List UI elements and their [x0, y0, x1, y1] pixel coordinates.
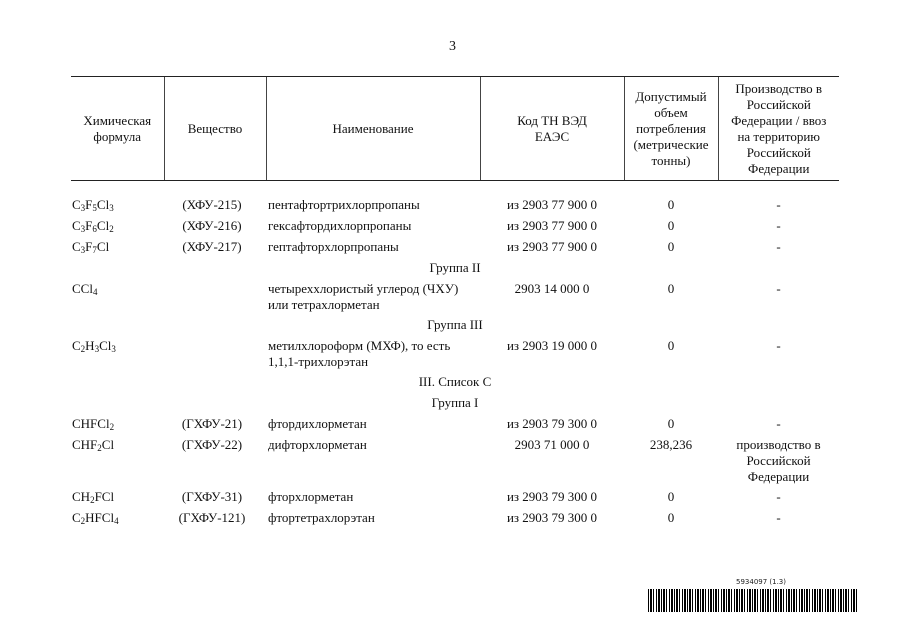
- formula-element: Cl: [96, 239, 110, 254]
- header-name: Наименование: [266, 77, 480, 181]
- header-substance: Вещество: [164, 77, 266, 181]
- header-production: Производство в Российской Федерации / ввоз на территорию Российской Федерации: [718, 77, 839, 181]
- production-status: производство в Российской Федерации: [736, 437, 821, 484]
- tn-ved-code: 2903 14 000 0: [514, 281, 590, 296]
- formula-element: F: [85, 239, 93, 254]
- substance-name: гептафторхлорпропаны: [268, 239, 399, 254]
- substance-code: (ГХФУ-22): [181, 437, 243, 452]
- consumption-volume: 0: [667, 510, 675, 525]
- tn-ved-code: из 2903 79 300 0: [506, 416, 598, 431]
- chemical-formula: [71, 508, 164, 529]
- formula-element: Cl: [101, 437, 115, 452]
- production-status: -: [776, 197, 781, 212]
- formula-element: HFCl: [85, 510, 115, 525]
- substance-name: фтордихлорметан: [268, 416, 367, 431]
- production-status: -: [776, 416, 781, 431]
- formula-element: CH: [72, 489, 91, 504]
- barcode-number: 5934097 (1.3): [736, 578, 786, 586]
- tn-ved-code: из 2903 77 900 0: [506, 197, 598, 212]
- formula-subscript: 3: [80, 224, 86, 234]
- table-body: [71, 181, 839, 530]
- production-status: -: [776, 338, 781, 353]
- formula-subscript: 5: [92, 203, 97, 213]
- table-row: [71, 237, 839, 258]
- formula-subscript: 6: [92, 224, 97, 234]
- chemical-formula: [71, 336, 164, 372]
- table-row: [71, 195, 839, 216]
- chemical-formula: [71, 216, 164, 237]
- formula-element: F: [85, 218, 93, 233]
- consumption-volume: 0: [667, 489, 675, 504]
- table-header-row: [71, 77, 839, 181]
- formula-element: CHF: [72, 437, 98, 452]
- tn-ved-code: из 2903 79 300 0: [506, 510, 598, 525]
- production-status: -: [776, 510, 781, 525]
- table-row: [71, 216, 839, 237]
- formula-element: CHFCl: [72, 416, 110, 431]
- production-status: -: [776, 281, 781, 296]
- group-heading: Группа II: [429, 260, 481, 275]
- group-heading: Группа I: [431, 395, 479, 410]
- substance-name: фтортетрахлорэтан: [268, 510, 375, 525]
- consumption-volume: 0: [667, 197, 675, 212]
- group-heading-row: [71, 393, 839, 414]
- table-row: [71, 508, 839, 529]
- formula-element: C: [72, 510, 81, 525]
- consumption-volume: 0: [667, 338, 675, 353]
- substance-code: (ГХФУ-121): [178, 510, 246, 525]
- group-heading: III. Список С: [418, 374, 492, 389]
- consumption-volume: 0: [667, 239, 675, 254]
- chemical-formula: [71, 414, 164, 435]
- formula-element: C: [72, 218, 81, 233]
- tn-ved-code: из 2903 79 300 0: [506, 489, 598, 504]
- formula-subscript: 2: [90, 495, 95, 505]
- formula-subscript: 2: [109, 422, 115, 432]
- formula-subscript: 2: [80, 344, 86, 354]
- production-status: -: [776, 489, 781, 504]
- table-row: [71, 414, 839, 435]
- substance-code: (ХФУ-217): [182, 239, 242, 254]
- substances-table: [71, 76, 839, 529]
- formula-subscript: 3: [109, 203, 114, 213]
- formula-subscript: 7: [92, 245, 97, 255]
- table-row: [71, 435, 839, 487]
- tn-ved-code: из 2903 77 900 0: [506, 239, 598, 254]
- substance-name: метилхлороформ (МХФ), то есть 1,1,1-трихлорэтан: [268, 338, 451, 369]
- formula-subscript: 3: [111, 344, 116, 354]
- formula-element: H: [85, 338, 95, 353]
- header-volume: Допустимый объем потребления (метрические тонны): [624, 77, 718, 181]
- chemical-formula: [71, 195, 164, 216]
- chemical-formula: [71, 487, 164, 508]
- group-heading-row: [71, 372, 839, 393]
- table-row: [71, 487, 839, 508]
- formula-subscript: 3: [80, 203, 86, 213]
- group-heading: Группа III: [427, 317, 483, 332]
- formula-subscript: 4: [92, 287, 98, 297]
- formula-subscript: 2: [80, 516, 86, 526]
- group-heading-row: [71, 258, 839, 279]
- formula-element: C: [72, 239, 81, 254]
- formula-element: F: [85, 197, 93, 212]
- substance-code: [164, 279, 266, 315]
- production-status: -: [776, 218, 781, 233]
- formula-element: Cl: [99, 338, 112, 353]
- substance-name: пентафтортрихлорпропаны: [268, 197, 420, 212]
- page-number: 3: [449, 39, 456, 54]
- header-code: Код ТН ВЭД ЕАЭС: [480, 77, 624, 181]
- group-heading-row: [71, 315, 839, 336]
- consumption-volume: 0: [667, 416, 675, 431]
- tn-ved-code: 2903 71 000 0: [514, 437, 590, 452]
- substance-name: фторхлорметан: [268, 489, 354, 504]
- substance-name: гексафтордихлорпропаны: [268, 218, 412, 233]
- formula-element: CCl: [72, 281, 93, 296]
- substance-code: [164, 336, 266, 372]
- formula-subscript: 3: [80, 245, 86, 255]
- formula-subscript: 4: [114, 516, 119, 526]
- chemical-formula: [71, 237, 164, 258]
- formula-element: Cl: [96, 197, 110, 212]
- formula-element: Cl: [96, 218, 110, 233]
- header-formula: Химическая формула: [71, 77, 164, 181]
- substance-code: (ХФУ-216): [182, 218, 242, 233]
- production-status: -: [776, 239, 781, 254]
- substance-name: дифторхлорметан: [268, 437, 367, 452]
- tn-ved-code: из 2903 77 900 0: [506, 218, 598, 233]
- substance-code: (ХФУ-215): [182, 197, 242, 212]
- table-row: [71, 336, 839, 372]
- substance-name: четыреххлористый углерод (ЧХУ) или тетрахлорметан: [268, 281, 459, 312]
- consumption-volume: 238,236: [649, 437, 693, 452]
- barcode: [648, 589, 858, 612]
- formula-subscript: 2: [97, 443, 102, 453]
- tn-ved-code: из 2903 19 000 0: [506, 338, 598, 353]
- formula-subscript: 2: [109, 224, 114, 234]
- substance-code: (ГХФУ-21): [181, 416, 243, 431]
- formula-element: C: [72, 197, 81, 212]
- formula-element: C: [72, 338, 81, 353]
- formula-element: FCl: [94, 489, 115, 504]
- substance-code: (ГХФУ-31): [181, 489, 243, 504]
- table-row: [71, 279, 839, 315]
- formula-subscript: 3: [94, 344, 100, 354]
- chemical-formula: [71, 279, 164, 315]
- consumption-volume: 0: [667, 218, 675, 233]
- consumption-volume: 0: [667, 281, 675, 296]
- chemical-formula: [71, 435, 164, 487]
